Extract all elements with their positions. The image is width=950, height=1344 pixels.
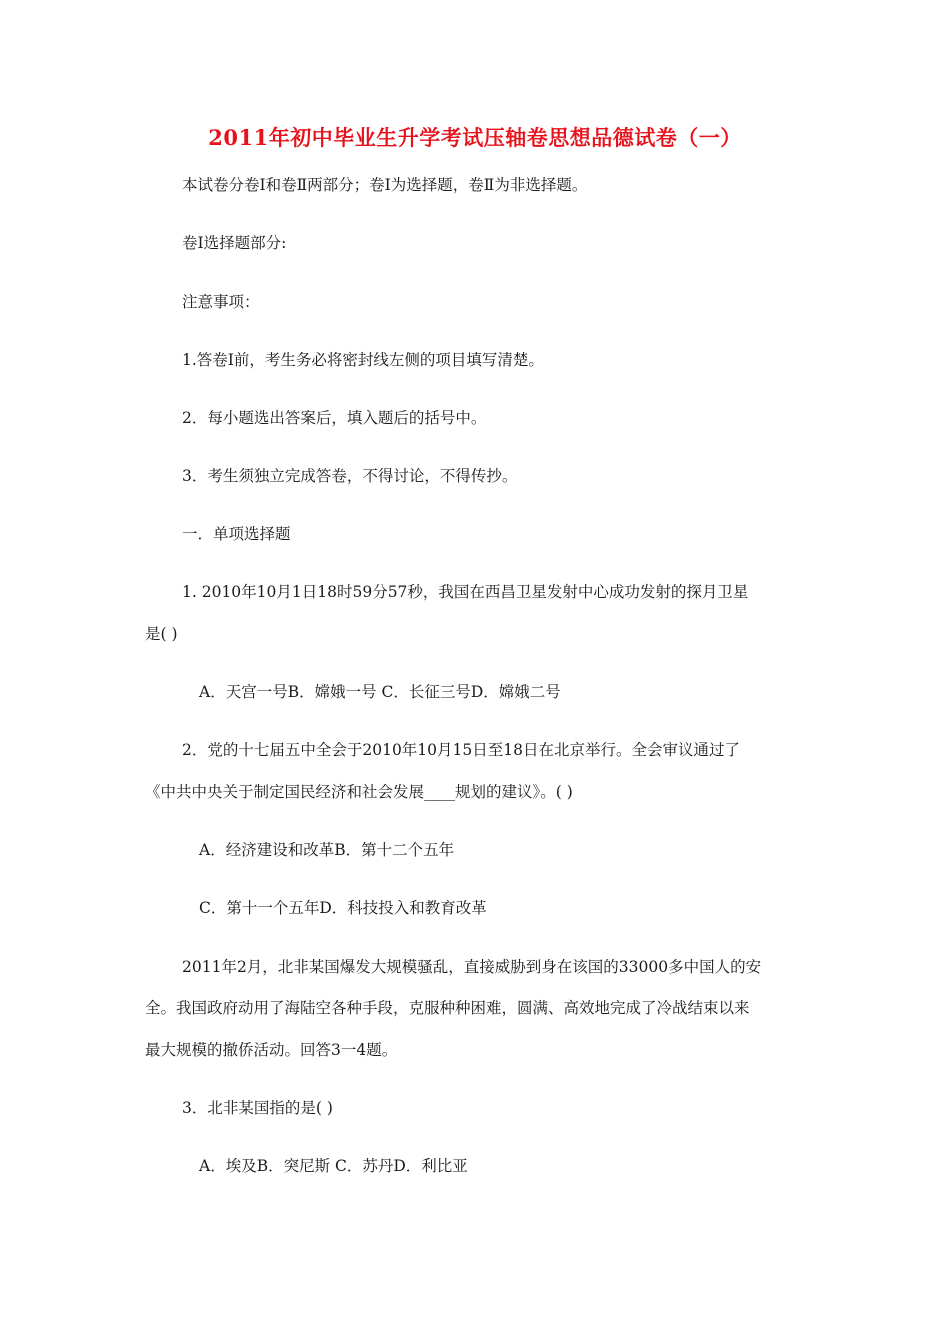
question-3-options: A．埃及B．突尼斯 C．苏丹D．利比亚	[199, 1157, 468, 1175]
intro-text: 本试卷分卷Ⅰ和卷Ⅱ两部分；卷Ⅰ为选择题，卷Ⅱ为非选择题。	[182, 176, 588, 194]
passage-line-3: 最大规模的撤侨活动。回答3一4题。	[145, 1041, 398, 1059]
passage-line-1: 2011年2月，北非某国爆发大规模骚乱，直接威胁到身在该国的33000多中国人的安	[182, 958, 762, 976]
question-1-options: A．天宫一号B．嫦娥一号 C．长征三号D．嫦娥二号	[199, 683, 561, 701]
question-2-line-2: 《中共中央关于制定国民经济和社会发展____规划的建议》。( )	[145, 783, 573, 801]
question-2-options-2: C．第十一个五年D．科技投入和教育改革	[199, 899, 487, 917]
question-1-line-2: 是( )	[145, 625, 178, 643]
question-1-line-1: 1. 2010年10月1日18时59分57秒，我国在西昌卫星发射中心成功发射的探月卫星	[182, 583, 749, 601]
notice-item-1: 1.答卷Ⅰ前，考生务必将密封线左侧的项目填写清楚。	[182, 351, 544, 369]
notice-item-3: 3．考生须独立完成答卷，不得讨论，不得传抄。	[182, 467, 518, 485]
question-2-options-1: A．经济建设和改革B．第十二个五年	[199, 841, 455, 859]
notice-item-2: 2．每小题选出答案后，填入题后的括号中。	[182, 409, 487, 427]
notice-heading: 注意事项：	[182, 293, 260, 311]
section1-heading: 一．单项选择题	[182, 525, 291, 543]
document-title: 2011年初中毕业生升学考试压轴卷思想品德试卷（一）	[208, 125, 742, 150]
part1-heading: 卷Ⅰ选择题部分:	[182, 234, 287, 252]
question-2-line-1: 2．党的十七届五中全会于2010年10月15日至18日在北京举行。全会审议通过了	[182, 741, 740, 759]
question-3-line-1: 3．北非某国指的是( )	[182, 1099, 333, 1117]
passage-line-2: 全。我国政府动用了海陆空各种手段，克服种种困难，圆满、高效地完成了冷战结束以来	[145, 999, 750, 1017]
